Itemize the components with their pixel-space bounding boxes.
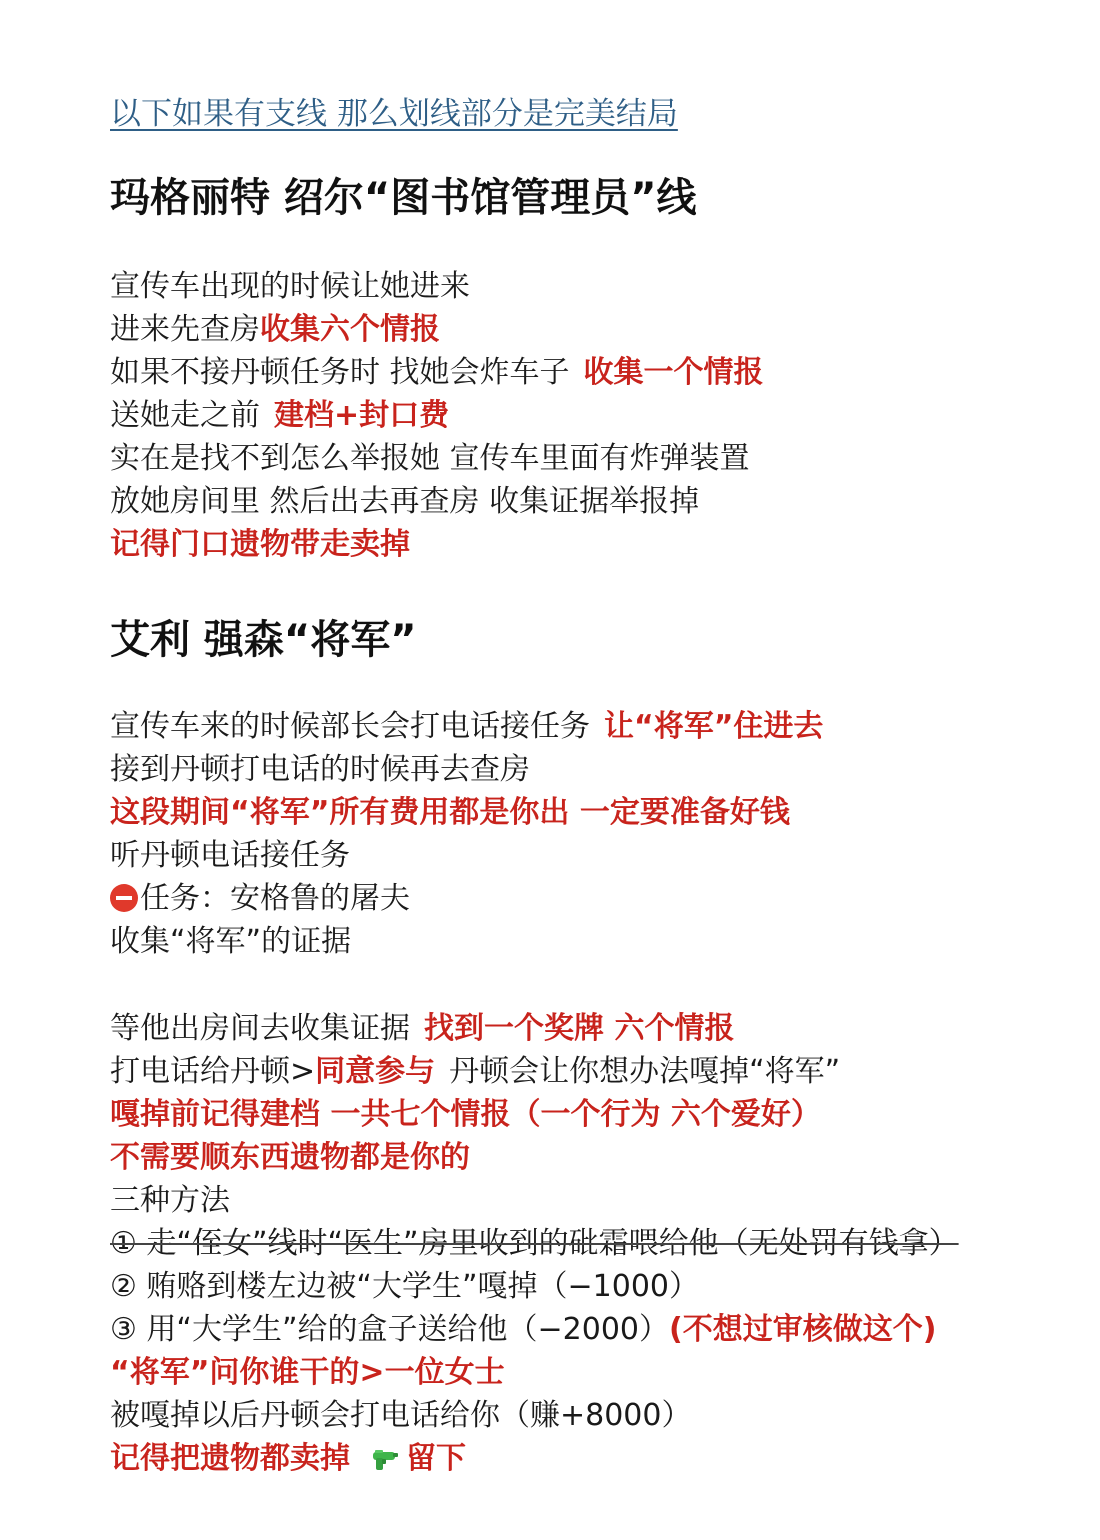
highlight-text: (不想过审核做这个) [669,1312,937,1347]
highlight-text: 收集一个情报 [583,355,764,390]
text-line [110,877,1050,920]
line-text: 进来先查房 [110,312,260,347]
text-line [110,351,1050,394]
highlight-text: 找到一个奖牌 六个情报 [424,1011,735,1046]
line-text: 等他出房间去收集证据 [110,1011,410,1046]
text-line [110,705,1050,748]
section-title-margaret: 玛格丽特 绍尔“图书馆管理员”线 [110,175,697,221]
highlight-text: 嘎掉前记得建档 一共七个情报（一个行为 六个爱好） [110,1097,821,1132]
line-text: 收集“将军”的证据 [110,924,352,959]
highlight-text: 记得把遗物都卖掉 [110,1441,350,1476]
text-line [110,265,1050,308]
section-general-steps [110,705,1050,963]
line-text: 听丹顿电话接任务 [110,838,350,873]
highlight-text: 同意参与 [315,1054,436,1089]
section-general-method [110,1007,1050,1480]
text-line [110,1222,1050,1265]
text-line [110,480,1050,523]
highlight-text: 让“将军”住进去 [604,709,824,744]
line-text: 送她走之前 [110,398,260,433]
text-line [110,1308,1050,1351]
line-text: ③ 用“大学生”给的盒子送给他（−2000） [110,1312,669,1347]
text-line [110,1179,1050,1222]
text-line [110,920,1050,963]
text-line [110,1136,1050,1179]
line-text: 丹顿会让你想办法嘎掉“将军” [449,1054,841,1089]
line-text: ② 贿赂到楼左边被“大学生”嘎掉（−1000） [110,1269,699,1304]
text-line [110,1265,1050,1308]
text-line [110,1007,1050,1050]
line-text: 宣传车来的时候部长会打电话接任务 [110,709,590,744]
line-text: 任务：安格鲁的屠夫 [140,881,410,916]
line-text: 如果不接丹顿任务时 找她会炸车子 [110,355,570,390]
line-text: 宣传车出现的时候让她进来 [110,269,470,304]
line-text: 打电话给丹顿> [110,1054,316,1089]
text-line [110,308,1050,351]
text-line [110,791,1050,834]
highlight-text: 留下 [406,1441,466,1476]
perfect-ending-line: ① 走“侄女”线时“医生”房里收到的砒霜喂给他（无处罚有钱拿） [110,1226,959,1261]
section-margaret-steps [110,265,1050,566]
highlight-text: 建档+封口费 [274,398,450,433]
text-line [110,1351,1050,1394]
line-text: 放她房间里 然后出去再查房 收集证据举报掉 [110,484,700,519]
line-text: 接到丹顿打电话的时候再去查房 [110,752,530,787]
text-line [110,1437,1050,1480]
highlight-text: 这段期间“将军”所有费用都是你出 一定要准备好钱 [110,795,790,830]
section-title-general: 艾利 强森“将军” [110,617,417,663]
highlight-text: 记得门口遗物带走卖掉 [110,527,410,562]
text-line [110,748,1050,791]
line-text: 三种方法 [110,1183,230,1218]
text-line [110,394,1050,437]
text-line [110,437,1050,480]
line-text: 被嘎掉以后丹顿会打电话给你（赚+8000） [110,1398,692,1433]
highlight-text: 不需要顺东西遗物都是你的 [110,1140,470,1175]
text-line [110,1093,1050,1136]
text-line [110,1050,1050,1093]
perfect-ending-notice: 以下如果有支线 那么划线部分是完美结局 [110,96,678,132]
text-line [110,834,1050,877]
text-line [110,523,1050,566]
text-line [110,1394,1050,1437]
line-text: 实在是找不到怎么举报她 宣传车里面有炸弹装置 [110,441,750,476]
highlight-text: 收集六个情报 [260,312,440,347]
stop-sign-icon [110,884,138,912]
highlight-text: “将军”问你谁干的>一位女士 [110,1355,505,1390]
water-pistol-icon [370,1444,400,1474]
